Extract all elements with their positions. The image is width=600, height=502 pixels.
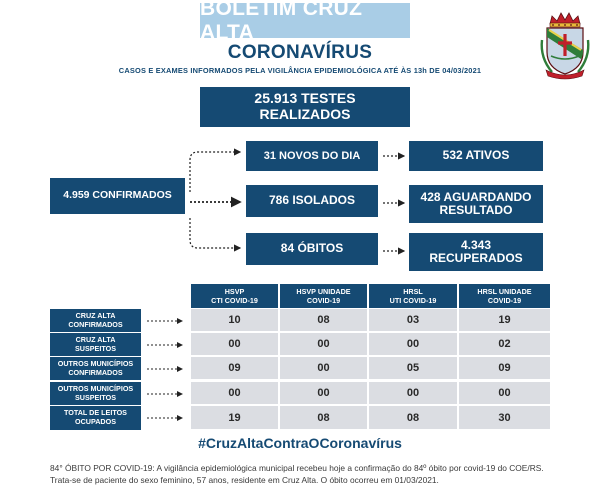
column-header-line: HRSL UNIDADE	[477, 287, 532, 296]
row-header-line: CONFIRMADOS	[68, 319, 123, 329]
table-cell: 09	[191, 357, 278, 379]
table-cell: 00	[369, 382, 457, 404]
column-header-line: HSVP UNIDADE	[296, 287, 351, 296]
row-header-line: OUTROS MUNICÍPIOS	[57, 358, 134, 368]
deaths-box: 84 ÓBITOS	[246, 233, 378, 265]
isolated-box: 786 ISOLADOS	[246, 185, 378, 217]
death-notice-line-2: Trata-se de paciente do sexo feminino, 57 anos, residente em Cruz Alta. O óbito ocorreu em 01/03/2021.	[50, 474, 439, 485]
row-header-cruz-alta-confirmed	[50, 309, 141, 332]
column-header-hrsl-unit	[459, 284, 550, 308]
table-cell: 10	[191, 309, 278, 331]
row-header-line: CONFIRMADOS	[68, 367, 123, 377]
table-cell: 09	[459, 357, 550, 379]
table-cell: 19	[459, 309, 550, 331]
column-header-line: HSVP	[224, 287, 245, 296]
death-notice-line-1: 84° ÓBITO POR COVID-19: A vigilância epidemiológica municipal recebeu hoje a confirmação do 84º óbito por covid-19 do COE/RS.	[50, 463, 544, 473]
recovered-box	[409, 233, 543, 271]
confirmed-box: 4.959 CONFIRMADOS	[50, 178, 185, 214]
awaiting-results-box	[409, 185, 543, 223]
row-header-line: CRUZ ALTA	[75, 310, 116, 320]
column-header-line: COVID-19	[306, 296, 341, 305]
row-header-line: SUSPEITOS	[74, 392, 116, 402]
table-cell: 00	[191, 333, 278, 355]
column-header-line: HRSL	[403, 287, 423, 296]
table-cell: 00	[369, 333, 457, 355]
row-header-line: OUTROS MUNICÍPIOS	[57, 383, 134, 393]
new-cases-box: 31 NOVOS DO DIA	[246, 141, 378, 171]
column-header-hsvp-unit	[280, 284, 367, 308]
row-header-line: OCUPADOS	[75, 417, 116, 426]
table-cell: 00	[459, 382, 550, 404]
table-cell: 00	[191, 382, 278, 404]
column-header-hsvp-cti	[191, 284, 278, 308]
row-header-line: CRUZ ALTA	[75, 334, 116, 344]
row-header-line: TOTAL DE LEITOS	[64, 408, 127, 418]
campaign-hashtag: #CruzAltaContraOCoronavírus	[198, 435, 402, 451]
column-header-line: UTI COVID-19	[389, 296, 437, 305]
table-cell: 05	[369, 357, 457, 379]
tests-label: REALIZADOS	[259, 106, 351, 122]
row-header-line: SUSPEITOS	[74, 343, 116, 353]
table-cell: 19	[191, 406, 278, 429]
table-cell: 03	[369, 309, 457, 331]
row-header-other-cities-confirmed	[50, 357, 141, 380]
column-header-line: COVID-19	[487, 296, 522, 305]
tests-count: 25.913 TESTES	[254, 90, 356, 107]
table-cell: 30	[459, 406, 550, 429]
active-box: 532 ATIVOS	[409, 141, 543, 171]
table-cell: 08	[280, 309, 367, 331]
column-header-hrsl-uti	[369, 284, 457, 308]
page-subtitle: CORONAVÍRUS	[227, 42, 373, 63]
bulletin-title: BOLETIM CRUZ ALTA	[200, 3, 410, 38]
table-cell: 00	[280, 357, 367, 379]
tests-performed-box	[200, 87, 410, 127]
column-header-line: CTI COVID-19	[211, 296, 258, 305]
table-cell: 08	[280, 406, 367, 429]
crest-icon	[538, 10, 592, 80]
death-notice	[50, 463, 590, 487]
row-header-other-cities-suspected	[50, 382, 141, 405]
awaiting-label: RESULTADO	[439, 203, 513, 217]
report-caption: CASOS E EXAMES INFORMADOS PELA VIGILÂNCIA EPIDEMIOLÓGICA ATÉ ÀS 13h DE 04/03/2021	[118, 66, 482, 75]
awaiting-count: 428 AGUARDANDO	[420, 189, 532, 204]
row-header-total-beds-occupied	[50, 406, 141, 430]
table-cell: 02	[459, 333, 550, 355]
row-header-cruz-alta-suspected	[50, 333, 141, 356]
table-cell: 00	[280, 333, 367, 355]
recovered-count: 4.343	[460, 237, 491, 252]
table-cell: 00	[280, 382, 367, 404]
table-cell: 08	[369, 406, 457, 429]
recovered-label: RECUPERADOS	[429, 251, 523, 265]
